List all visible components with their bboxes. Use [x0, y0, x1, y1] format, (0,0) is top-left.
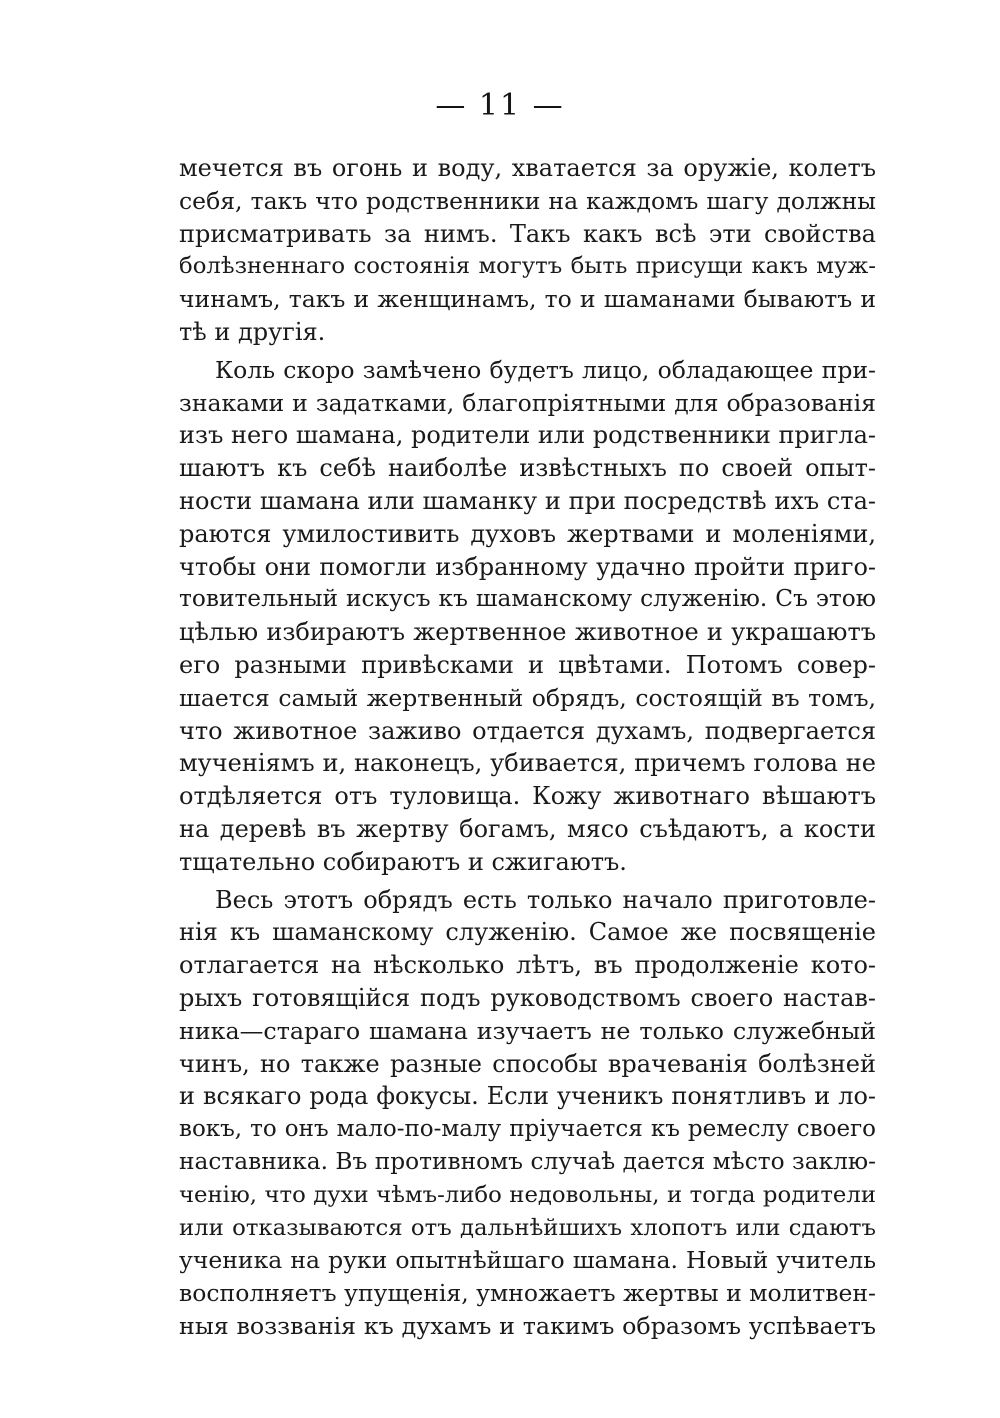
text-line: отдѣляется отъ туловища. Кожу животнаго вѣшаютъ	[179, 782, 876, 811]
text-line: нія къ шаманскому служенію. Самое же посвященіе	[179, 918, 876, 947]
text-line: мечется въ огонь и воду, хватается за оружіе, колетъ	[179, 154, 876, 182]
text-line: Коль скоро замѣчено будетъ лицо, обладающее при-	[215, 355, 876, 384]
text-line: знаками и задатками, благопріятными для образованія	[179, 388, 876, 417]
text-line: ченію, что духи чѣмъ-либо недовольны, и тогда родители	[179, 1181, 876, 1208]
text-line: мученіямъ и, наконецъ, убивается, причемъ голова не	[179, 749, 876, 778]
text-line: раются умилостивить духовъ жертвами и моленіями,	[179, 519, 876, 548]
text-line: вокъ, то онъ мало-по-малу пріучается къ ремеслу своего	[179, 1116, 876, 1143]
body-text	[179, 152, 876, 1343]
text-line: шается самый жертвенный обрядъ, состоящій въ томъ,	[179, 683, 876, 712]
paragraph-1	[179, 152, 876, 349]
text-line: на деревѣ въ жертву богамъ, мясо съѣдаютъ, а кости	[179, 814, 876, 843]
text-line: тщательно собираютъ и сжигаютъ.	[179, 847, 627, 876]
text-line: и всякаго рода фокусы. Если ученикъ понятливъ и ло-	[179, 1082, 876, 1111]
text-line: чинамъ, такъ и женщинамъ, то и шаманами бываютъ и	[179, 285, 876, 314]
text-line: ника—стараго шамана изучаетъ не только служебный	[179, 1016, 876, 1045]
text-line: что животное заживо отдается духамъ, подвергается	[179, 716, 876, 745]
text-line: Весь этотъ обрядъ есть только начало приготовле-	[215, 885, 876, 914]
text-line: рыхъ готовящійся подъ руководствомъ своего настав-	[179, 983, 876, 1012]
text-line: восполняетъ упущенія, умножаетъ жертвы и молитвен-	[179, 1279, 876, 1308]
text-line: или отказываются отъ дальнѣйшихъ хлопотъ или сдаютъ	[179, 1214, 876, 1241]
paragraph-2	[179, 354, 876, 879]
page-number: — 11 —	[435, 88, 565, 123]
text-line: ученика на руки опытнѣйшаго шамана. Новый учитель	[179, 1246, 876, 1275]
text-line: себя, такъ что родственники на каждомъ шагу должны	[179, 186, 876, 215]
text-line: ности шамана или шаманку и при посредствѣ ихъ ста-	[179, 486, 876, 515]
text-line: тѣ и другія.	[179, 317, 326, 346]
text-line: шаютъ къ себѣ наиболѣе извѣстныхъ по своей опыт-	[179, 454, 876, 483]
text-line: отлагается на нѣсколько лѣтъ, въ продолженіе кото-	[179, 951, 876, 980]
text-line: присматривать за нимъ. Такъ какъ всѣ эти свойства	[179, 219, 876, 248]
text-line: его разными привѣсками и цвѣтами. Потомъ совер-	[179, 650, 876, 679]
text-line: изъ него шамана, родители или родственники пригла-	[179, 421, 877, 450]
paragraph-3	[179, 884, 876, 1343]
text-line: болѣзненнаго состоянія могутъ быть присущи какъ муж-	[179, 253, 876, 280]
text-line: чинъ, но также разные способы врачеванія болѣзней	[179, 1049, 876, 1078]
text-line: чтобы они помогли избранному удачно пройти приго-	[179, 552, 876, 581]
text-line: товительный искусъ къ шаманскому служенію. Съ этою	[179, 585, 876, 613]
text-line: цѣлью избираютъ жертвенное животное и украшаютъ	[179, 618, 876, 647]
text-line: наставника. Въ противномъ случаѣ дается мѣсто заклю-	[179, 1147, 876, 1175]
text-line: ныя воззванія къ духамъ и такимъ образомъ успѣваетъ	[179, 1311, 876, 1340]
